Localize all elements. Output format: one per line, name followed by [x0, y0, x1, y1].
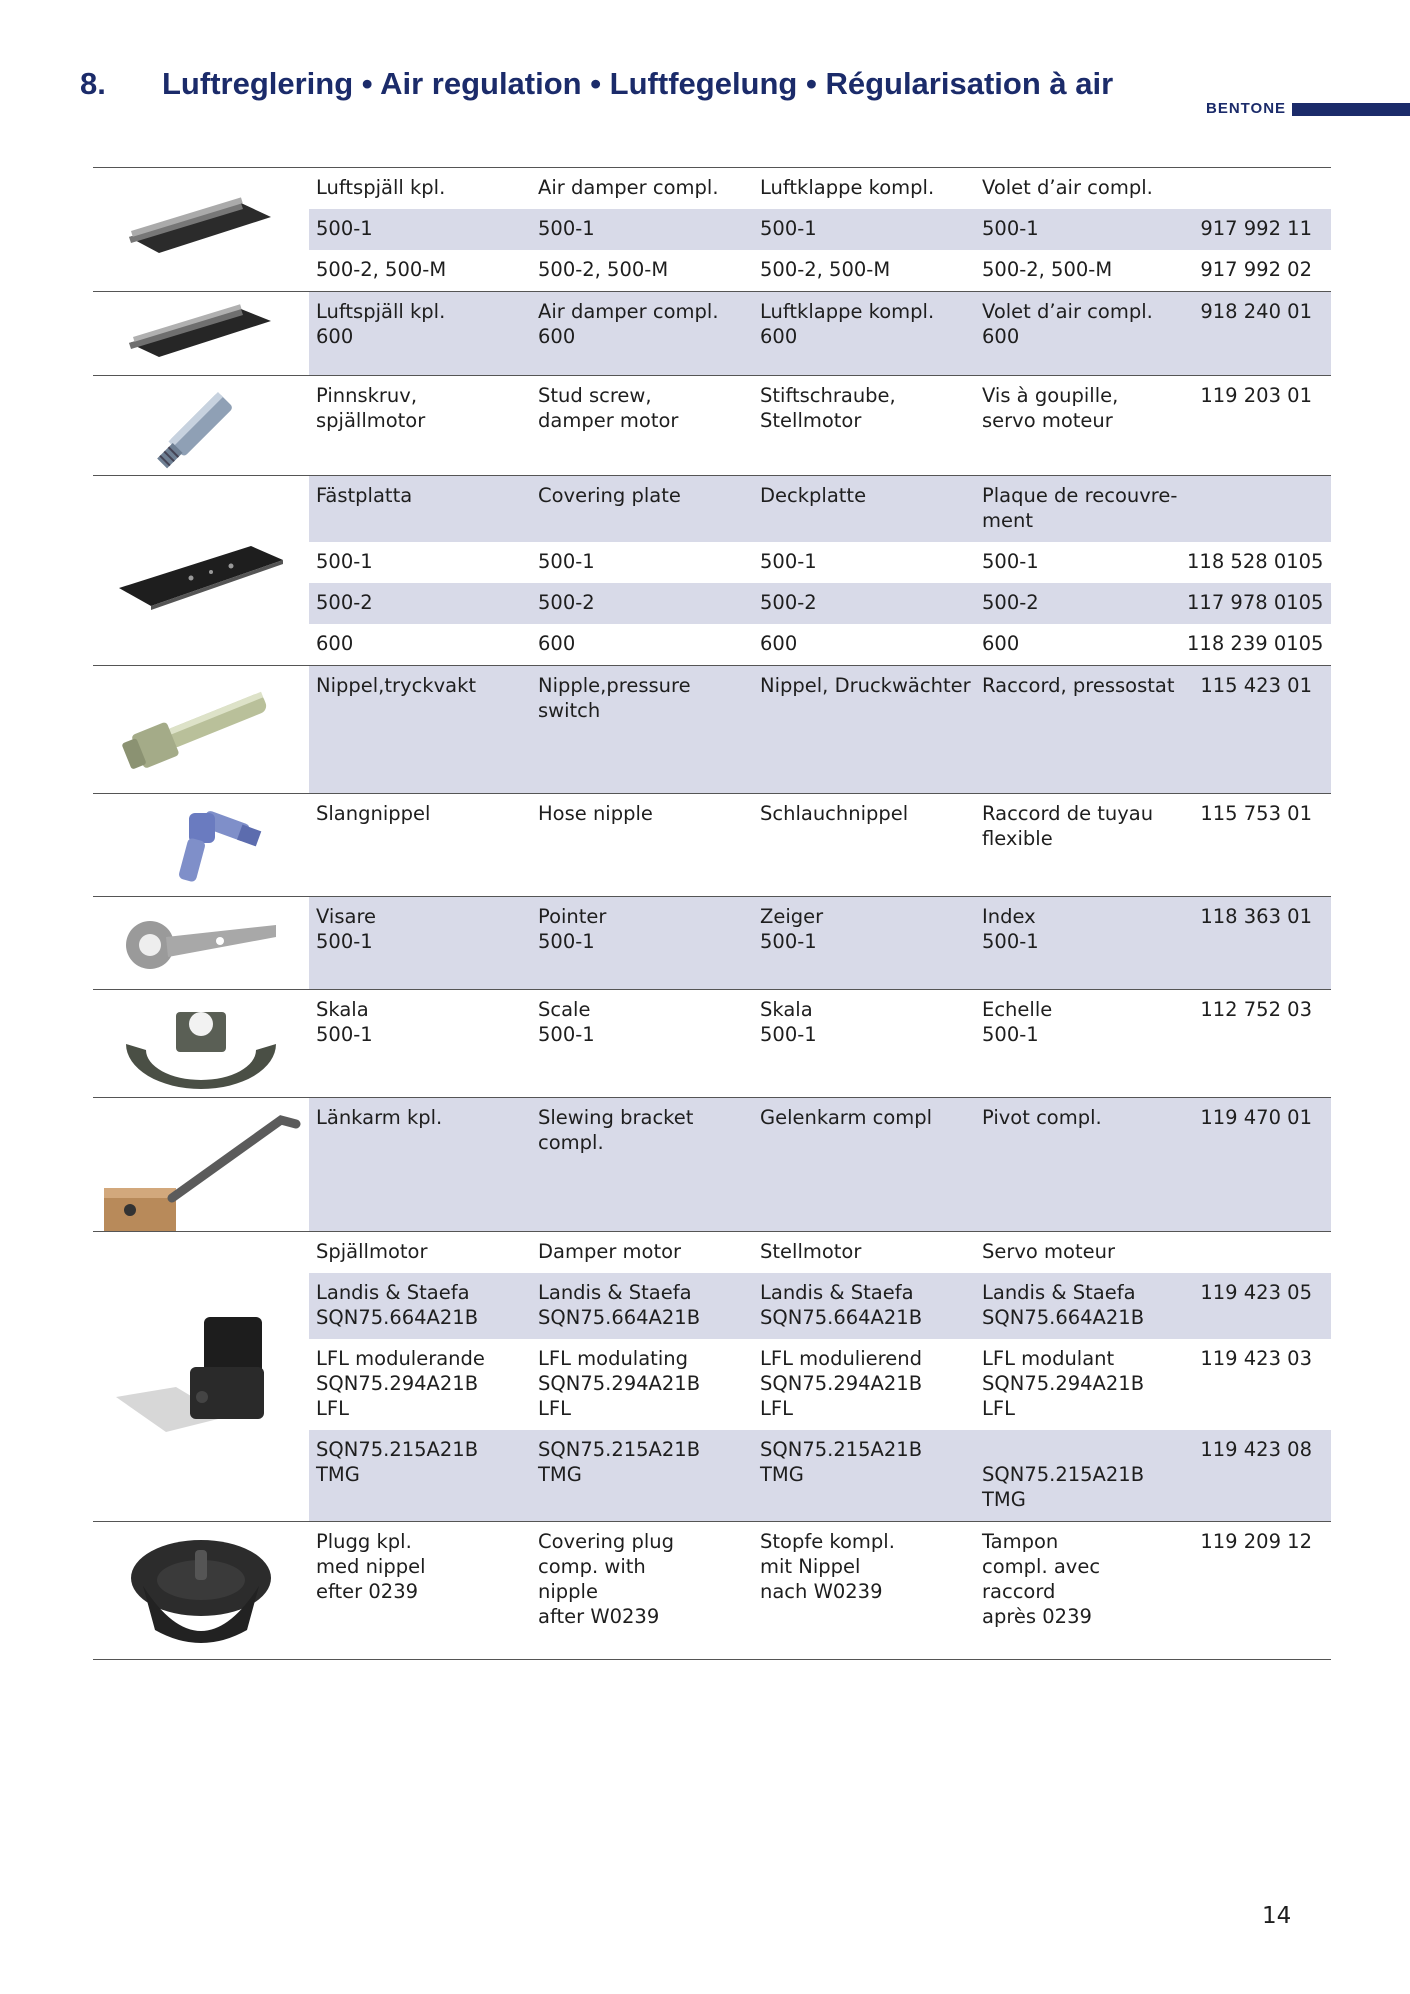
swedish-cell: Spjällmotor [316, 1240, 428, 1263]
brand-name: BENTONE [1206, 100, 1287, 117]
german-cell: Landis & Staefa SQN75.664A21B [760, 1281, 923, 1329]
swedish-cell: 600 [316, 632, 354, 655]
english-cell: Stud screw, damper motor [538, 384, 679, 432]
german-cell: 500-2, 500-M [760, 258, 891, 281]
part-number-cell: 917 992 02 [1200, 258, 1312, 281]
german-cell: Nippel, Druckwächter [760, 674, 971, 697]
german-cell: 500-1 [760, 550, 817, 573]
parts-table [93, 167, 1331, 1660]
french-cell: Index 500-1 [982, 905, 1039, 953]
part-number-cell: 118 528 0105 [1187, 550, 1324, 573]
section-title: Luftreglering • Air regulation • Luftfegelung • Régularisation à air [162, 66, 1114, 101]
part-number-cell: 112 752 03 [1200, 998, 1312, 1021]
french-cell: Vis à goupille, servo moteur [982, 384, 1119, 432]
english-cell: 600 [538, 632, 576, 655]
part-item [93, 167, 1331, 291]
english-cell: Air damper compl. [538, 176, 719, 199]
part-number-cell: 119 203 01 [1200, 384, 1312, 407]
swedish-cell: Nippel,tryckvakt [316, 674, 477, 697]
french-cell: 600 [982, 632, 1020, 655]
part-item [93, 665, 1331, 793]
brand-bar [1292, 103, 1410, 116]
part-number-cell: 117 978 0105 [1187, 591, 1324, 614]
french-cell: LFL modulant SQN75.294A21B LFL [982, 1347, 1145, 1420]
part-number-cell: 118 239 0105 [1187, 632, 1324, 655]
french-cell: Pivot compl. [982, 1106, 1102, 1129]
part-row [309, 250, 1331, 291]
english-cell: 500-1 [538, 217, 595, 240]
air-damper-600-icon [93, 299, 309, 369]
part-number-cell [1187, 175, 1319, 200]
english-cell: Nipple,pressure switch [538, 674, 691, 722]
french-cell: Landis & Staefa SQN75.664A21B [982, 1281, 1145, 1329]
french-cell: Tampon compl. avec raccord après 0239 [982, 1530, 1101, 1628]
english-cell: Pointer 500-1 [538, 905, 607, 953]
part-row [309, 168, 1331, 209]
german-cell: Stellmotor [760, 1240, 862, 1263]
swedish-cell: Skala 500-1 [316, 998, 373, 1046]
part-row [309, 1232, 1331, 1273]
german-cell: 500-1 [760, 217, 817, 240]
part-number-cell: 917 992 11 [1200, 217, 1312, 240]
part-row [309, 1098, 1331, 1231]
swedish-cell: 500-2 [316, 591, 373, 614]
french-cell: Servo moteur [982, 1240, 1116, 1263]
german-cell: Stopfe kompl. mit Nippel nach W0239 [760, 1530, 895, 1603]
swedish-cell: LFL modulerande SQN75.294A21B LFL [316, 1347, 485, 1420]
swedish-cell: Plugg kpl. med nippel efter 0239 [316, 1530, 426, 1603]
part-row [309, 990, 1331, 1097]
scale-icon [93, 994, 309, 1094]
english-cell: Covering plug comp. with nipple after W0239 [538, 1530, 674, 1628]
air-damper-500-icon [93, 195, 309, 265]
pointer-icon [93, 903, 309, 983]
german-cell: SQN75.215A21B TMG [760, 1438, 923, 1486]
page-number: 14 [1262, 1903, 1292, 1929]
swedish-cell: Fästplatta [316, 484, 413, 507]
english-cell: Covering plate [538, 484, 681, 507]
french-cell: 500-2 [982, 591, 1039, 614]
german-cell: Gelenkarm compl [760, 1106, 933, 1129]
part-item [93, 375, 1331, 475]
part-number-cell: 119 423 08 [1200, 1438, 1312, 1461]
german-cell: 600 [760, 632, 798, 655]
part-row [309, 624, 1331, 665]
german-cell: LFL modulierend SQN75.294A21B LFL [760, 1347, 923, 1420]
part-number-cell: 115 753 01 [1200, 802, 1312, 825]
english-cell: LFL modulating SQN75.294A21B LFL [538, 1347, 701, 1420]
part-number-cell: 118 363 01 [1200, 905, 1312, 928]
swedish-cell: SQN75.215A21B TMG [316, 1438, 479, 1486]
part-row [309, 1430, 1331, 1521]
german-cell: Luftklappe kompl. [760, 176, 935, 199]
french-cell: 500-1 [982, 217, 1039, 240]
part-item [93, 896, 1331, 989]
french-cell: 500-1 [982, 550, 1039, 573]
part-row [309, 666, 1331, 793]
english-cell: Landis & Staefa SQN75.664A21B [538, 1281, 701, 1329]
french-cell: SQN75.215A21B TMG [982, 1463, 1145, 1511]
part-number-cell: 119 470 01 [1200, 1106, 1312, 1129]
part-row [309, 1339, 1331, 1430]
english-cell: Scale 500-1 [538, 998, 595, 1046]
swedish-cell: Länkarm kpl. [316, 1106, 443, 1129]
part-item [93, 475, 1331, 665]
section-number: 8. [80, 66, 106, 101]
french-cell: 500-2, 500-M [982, 258, 1113, 281]
covering-plug-icon [93, 1526, 309, 1656]
swedish-cell: 500-1 [316, 550, 373, 573]
english-cell: 500-2, 500-M [538, 258, 669, 281]
hose-nipple-icon [93, 795, 309, 895]
french-cell: Volet d’air compl. 600 [982, 300, 1153, 348]
part-row [309, 1273, 1331, 1339]
german-cell: Deckplatte [760, 484, 867, 507]
part-number-cell: 918 240 01 [1200, 300, 1312, 323]
french-cell: Plaque de recouvre- ment [982, 484, 1178, 532]
swedish-cell: Pinnskruv, spjällmotor [316, 384, 426, 432]
part-number-cell: 115 423 01 [1200, 674, 1312, 697]
german-cell: Skala 500-1 [760, 998, 817, 1046]
french-cell: Raccord de tuyau flexible [982, 802, 1154, 850]
german-cell: Schlauchnippel [760, 802, 909, 825]
part-number-cell [1187, 1239, 1319, 1264]
swedish-cell: Landis & Staefa SQN75.664A21B [316, 1281, 479, 1329]
damper-motor-icon [93, 1297, 309, 1457]
part-item [93, 291, 1331, 375]
stud-screw-icon [93, 376, 309, 476]
swedish-cell: Slangnippel [316, 802, 431, 825]
german-cell: Stiftschraube, Stellmotor [760, 384, 896, 432]
swedish-cell: Luftspjäll kpl. 600 [316, 300, 446, 348]
english-cell: Hose nipple [538, 802, 653, 825]
part-number-cell: 119 209 12 [1200, 1530, 1312, 1553]
part-item [93, 1097, 1331, 1231]
english-cell: 500-1 [538, 550, 595, 573]
english-cell: SQN75.215A21B TMG [538, 1438, 701, 1486]
german-cell: Luftklappe kompl. 600 [760, 300, 935, 348]
part-row [309, 292, 1331, 375]
english-cell: Air damper compl. 600 [538, 300, 719, 348]
part-row [309, 376, 1331, 475]
part-item [93, 1521, 1331, 1660]
swedish-cell: 500-1 [316, 217, 373, 240]
french-cell: Raccord, pressostat [982, 674, 1175, 697]
part-item [93, 1231, 1331, 1521]
part-number-cell [1187, 483, 1319, 533]
english-cell: Slewing bracket compl. [538, 1106, 694, 1154]
french-cell: Echelle 500-1 [982, 998, 1053, 1046]
part-row [309, 794, 1331, 896]
covering-plate-icon [93, 526, 309, 616]
english-cell: 500-2 [538, 591, 595, 614]
german-cell: 500-2 [760, 591, 817, 614]
part-number-cell: 119 423 03 [1200, 1347, 1312, 1370]
part-item [93, 989, 1331, 1097]
english-cell: Damper motor [538, 1240, 682, 1263]
part-row [309, 209, 1331, 250]
french-cell: Volet d’air compl. [982, 176, 1153, 199]
part-number-cell: 119 423 05 [1200, 1281, 1312, 1304]
part-row [309, 897, 1331, 989]
part-item [93, 793, 1331, 896]
part-row [309, 476, 1331, 542]
swedish-cell: 500-2, 500-M [316, 258, 447, 281]
nipple-pressure-switch-icon [93, 675, 309, 785]
swedish-cell: Visare 500-1 [316, 905, 377, 953]
part-row [309, 1522, 1331, 1659]
slewing-bracket-icon [93, 1098, 309, 1248]
swedish-cell: Luftspjäll kpl. [316, 176, 446, 199]
german-cell: Zeiger 500-1 [760, 905, 824, 953]
part-row [309, 542, 1331, 583]
part-row [309, 583, 1331, 624]
